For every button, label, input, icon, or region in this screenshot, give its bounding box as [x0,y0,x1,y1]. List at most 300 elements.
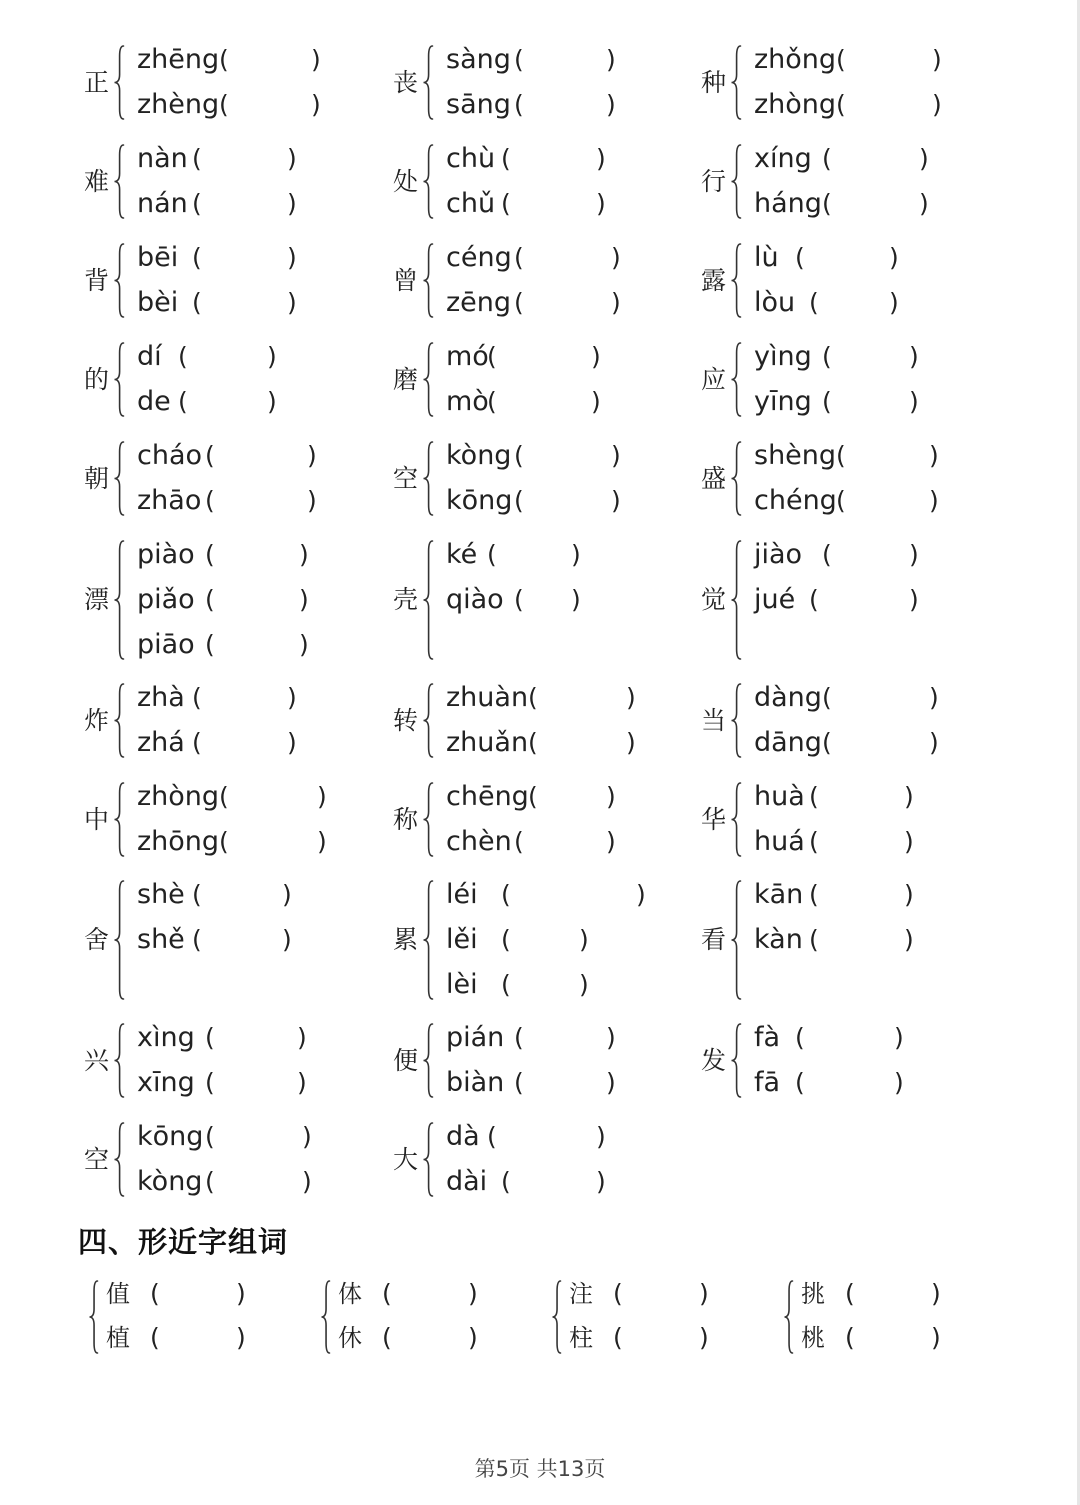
answer-blank-close: ) [596,1167,606,1196]
answer-blank-close: ) [287,243,297,272]
curly-brace-icon [730,44,742,121]
answer-blank-close: ) [287,728,297,757]
reading-line [137,877,377,913]
answer-blank-open: ( [613,1279,623,1308]
answer-blank-close: ) [611,288,621,317]
curly-brace-icon [422,539,434,661]
answer-blank-close: ) [929,486,939,515]
answer-blank-open: ( [845,1323,855,1352]
pinyin-reading: fā [754,1067,781,1098]
answer-blank-open: ( [487,387,497,416]
reading-line [754,537,994,573]
answer-blank-open: ( [514,1068,524,1097]
polyphone-group [699,537,999,663]
answer-blank-open: ( [514,486,524,515]
reading-line [754,582,994,618]
pinyin-reading: jiào [754,539,803,570]
answer-blank-close: ) [611,486,621,515]
polyphone-group [82,438,382,519]
answer-blank-close: ) [932,90,942,119]
polyphone-char: 空 [84,1144,110,1174]
reading-line [137,384,377,420]
answer-blank-open: ( [528,728,538,757]
curly-brace-icon [422,682,434,759]
answer-blank-open: ( [845,1279,855,1308]
similar-char-group [88,1276,258,1358]
pinyin-reading: kòng [446,440,512,471]
answer-blank-open: ( [192,243,202,272]
similar-char: 注 [569,1280,593,1308]
pinyin-reading: dà [446,1121,480,1152]
reading-line [137,483,377,519]
answer-blank-close: ) [909,585,919,614]
answer-blank-close: ) [591,342,601,371]
answer-blank-open: ( [822,387,832,416]
answer-blank-open: ( [809,288,819,317]
pinyin-reading: chù [446,143,496,174]
polyphone-char: 看 [701,925,727,954]
answer-blank-close: ) [606,782,616,811]
reading-line [754,384,994,420]
answer-blank-close: ) [267,387,277,416]
polyphone-char: 处 [393,166,419,196]
reading-line [446,779,686,815]
pinyin-reading: kàn [754,924,803,955]
pinyin-reading: zhòng [137,781,220,812]
answer-blank-close: ) [919,189,929,218]
pinyin-reading: lěi [446,924,478,955]
answer-blank-close: ) [611,243,621,272]
reading-line [446,240,686,276]
pinyin-reading: zhà [137,682,185,713]
reading-line [754,42,994,78]
curly-brace-icon [113,781,125,858]
reading-line [446,537,686,573]
similar-char-group [783,1276,953,1358]
polyphone-char: 累 [393,925,419,954]
answer-blank-close: ) [929,683,939,712]
answer-blank-close: ) [929,728,939,757]
answer-blank-open: ( [192,925,202,954]
polyphone-group [391,438,691,519]
answer-blank-open: ( [501,144,511,173]
pinyin-reading: nán [137,188,188,219]
answer-blank-close: ) [302,1167,312,1196]
answer-blank-close: ) [591,387,601,416]
curly-brace-icon [730,341,742,418]
answer-blank-open: ( [192,728,202,757]
polyphone-char: 难 [84,166,110,196]
answer-blank-close: ) [929,441,939,470]
pinyin-reading: zhāo [137,485,202,516]
answer-blank-close: ) [579,925,589,954]
reading-line [137,922,377,958]
reading-line [446,141,686,177]
pinyin-reading: háng [754,188,822,219]
polyphone-char: 炸 [84,705,110,735]
polyphone-group [391,339,691,420]
similar-char-group [320,1276,490,1358]
pinyin-reading: lù [754,242,779,273]
answer-blank-open: ( [205,630,215,659]
answer-blank-open: ( [514,585,524,614]
pinyin-reading: zēng [446,287,512,318]
pinyin-reading: zhǒng [754,44,837,75]
pinyin-reading: kòng [137,1166,203,1197]
answer-blank-open: ( [487,342,497,371]
pinyin-reading: chèn [446,826,512,857]
pinyin-reading: zhōng [137,826,220,857]
answer-blank-open: ( [514,243,524,272]
polyphone-group [82,877,382,1003]
pinyin-reading: bēi [137,242,179,273]
polyphone-char: 漂 [84,585,110,614]
answer-blank-open: ( [487,1122,497,1151]
polyphone-group [82,339,382,420]
answer-blank-open: ( [822,189,832,218]
answer-blank-close: ) [606,45,616,74]
reading-line [754,725,994,761]
polyphone-group [391,877,691,1003]
answer-blank-open: ( [528,782,538,811]
answer-blank-close: ) [626,728,636,757]
answer-blank-open: ( [822,342,832,371]
pinyin-reading: biàn [446,1067,505,1098]
curly-brace-icon [113,879,125,1001]
polyphone-group [82,537,382,663]
similar-char-line [106,1276,256,1312]
answer-blank-open: ( [192,144,202,173]
answer-blank-close: ) [596,144,606,173]
answer-blank-open: ( [809,585,819,614]
similar-char: 挑 [801,1280,825,1308]
pinyin-reading: dài [446,1166,488,1197]
polyphone-char: 兴 [84,1045,110,1075]
answer-blank-open: ( [514,288,524,317]
pinyin-reading: huà [754,781,805,812]
answer-blank-close: ) [236,1279,246,1308]
reading-line [446,1065,686,1101]
answer-blank-close: ) [904,925,914,954]
curly-brace-icon [422,781,434,858]
pinyin-reading: chǔ [446,188,496,219]
reading-line [137,285,377,321]
reading-line [446,1164,686,1200]
page-footer: 第5页 共13页 [474,1457,606,1481]
similar-char-line [569,1320,719,1356]
pinyin-reading: kōng [446,485,513,516]
answer-blank-open: ( [836,441,846,470]
reading-line [446,877,686,913]
polyphone-group [82,141,382,222]
reading-line [754,483,994,519]
pinyin-reading: xìng [137,1022,195,1053]
reading-line [754,877,994,913]
pinyin-reading: xíng [754,143,812,174]
pinyin-reading: zhèng [137,89,220,120]
answer-blank-open: ( [205,585,215,614]
reading-line [137,779,377,815]
answer-blank-open: ( [501,1167,511,1196]
answer-blank-open: ( [205,1167,215,1196]
answer-blank-open: ( [795,1068,805,1097]
answer-blank-close: ) [596,1122,606,1151]
polyphone-group [699,141,999,222]
curly-brace-icon [422,440,434,517]
reading-line [446,285,686,321]
pinyin-reading: pián [446,1022,505,1053]
reading-line [137,582,377,618]
pinyin-reading: zhuǎn [446,727,529,758]
answer-blank-close: ) [606,1068,616,1097]
answer-blank-close: ) [307,441,317,470]
curly-brace-icon [422,1121,434,1198]
reading-line [754,1020,994,1056]
similar-char-line [338,1276,488,1312]
answer-blank-open: ( [836,90,846,119]
answer-blank-open: ( [514,1023,524,1052]
curly-brace-icon [113,242,125,319]
answer-blank-close: ) [468,1323,478,1352]
polyphone-group [391,1119,691,1200]
answer-blank-close: ) [606,90,616,119]
pinyin-reading: kān [754,879,804,910]
polyphone-char: 称 [393,804,419,834]
answer-blank-close: ) [236,1323,246,1352]
answer-blank-close: ) [894,1068,904,1097]
curly-brace-icon [730,539,742,661]
polyphone-char: 露 [701,265,727,295]
pinyin-reading: zhuàn [446,682,529,713]
answer-blank-close: ) [889,288,899,317]
similar-char-line [569,1276,719,1312]
answer-blank-open: ( [809,782,819,811]
pinyin-reading: yīng [754,386,812,417]
pinyin-reading: zhòng [754,89,837,120]
pinyin-reading: dàng [754,682,822,713]
curly-brace-icon [730,440,742,517]
reading-line [137,725,377,761]
answer-blank-close: ) [317,782,327,811]
answer-blank-close: ) [904,880,914,909]
reading-line [137,1020,377,1056]
reading-line [446,824,686,860]
answer-blank-close: ) [894,1023,904,1052]
curly-brace-icon [730,682,742,759]
curly-brace-icon [422,242,434,319]
answer-blank-close: ) [571,585,581,614]
answer-blank-open: ( [382,1279,392,1308]
answer-blank-open: ( [501,925,511,954]
answer-blank-close: ) [299,540,309,569]
polyphone-group [82,1020,382,1101]
pinyin-reading: bèi [137,287,179,318]
pinyin-reading: fà [754,1022,781,1053]
pinyin-reading: cháo [137,440,203,471]
curly-brace-icon [422,143,434,220]
polyphone-char: 种 [701,67,727,97]
reading-line [446,186,686,222]
polyphone-char: 舍 [84,925,110,954]
pinyin-reading: sāng [446,89,511,120]
answer-blank-close: ) [931,1279,941,1308]
reading-line [446,582,686,618]
polyphone-char: 正 [84,67,110,97]
pinyin-reading: piāo [137,629,195,660]
reading-line [137,339,377,375]
reading-line [137,824,377,860]
answer-blank-close: ) [282,925,292,954]
similar-char-line [106,1320,256,1356]
similar-char: 值 [106,1280,130,1308]
pinyin-reading: chéng [754,485,837,516]
answer-blank-open: ( [795,1023,805,1052]
answer-blank-open: ( [382,1323,392,1352]
answer-blank-open: ( [219,90,229,119]
polyphone-group [82,779,382,860]
polyphone-group [82,42,382,123]
similar-char: 桃 [801,1324,825,1352]
pinyin-reading: shè [137,879,185,910]
reading-line [137,141,377,177]
answer-blank-open: ( [822,540,832,569]
pinyin-reading: shě [137,924,185,955]
polyphone-group [391,240,691,321]
polyphone-group [391,42,691,123]
answer-blank-open: ( [205,540,215,569]
pinyin-reading: lòu [754,287,796,318]
answer-blank-open: ( [501,880,511,909]
answer-blank-open: ( [205,1068,215,1097]
curly-brace-icon [113,341,125,418]
polyphone-group [82,1119,382,1200]
answer-blank-close: ) [311,90,321,119]
reading-line [137,87,377,123]
reading-line [446,967,686,1003]
reading-line [754,438,994,474]
polyphone-char: 华 [701,804,727,834]
polyphone-char: 便 [393,1045,419,1075]
pinyin-reading: shèng [754,440,837,471]
pinyin-reading: kōng [137,1121,204,1152]
answer-blank-close: ) [904,827,914,856]
answer-blank-open: ( [514,90,524,119]
answer-blank-open: ( [487,540,497,569]
answer-blank-open: ( [613,1323,623,1352]
polyphone-char: 朝 [84,463,110,493]
answer-blank-open: ( [192,683,202,712]
answer-blank-close: ) [636,880,646,909]
polyphone-char: 背 [84,265,110,295]
pinyin-reading: de [137,386,171,417]
curly-brace-icon [730,242,742,319]
answer-blank-open: ( [192,288,202,317]
pinyin-reading: dāng [754,727,822,758]
pinyin-reading: mò [446,386,489,417]
polyphone-group [391,141,691,222]
answer-blank-open: ( [150,1323,160,1352]
reading-line [754,339,994,375]
answer-blank-open: ( [514,441,524,470]
answer-blank-close: ) [297,1068,307,1097]
reading-line [446,725,686,761]
reading-line [754,240,994,276]
answer-blank-close: ) [889,243,899,272]
answer-blank-close: ) [699,1279,709,1308]
pinyin-reading: yìng [754,341,812,372]
answer-blank-close: ) [571,540,581,569]
reading-line [137,1164,377,1200]
polyphone-char: 丧 [393,67,419,97]
polyphone-group [82,240,382,321]
curly-brace-icon [113,1121,125,1198]
polyphone-char: 壳 [393,585,419,614]
similar-char-line [801,1320,951,1356]
reading-line [754,779,994,815]
curly-brace-icon [730,781,742,858]
curly-brace-icon [320,1279,331,1355]
answer-blank-close: ) [606,1023,616,1052]
pinyin-reading: jué [754,584,796,615]
answer-blank-open: ( [192,880,202,909]
polyphone-group [699,240,999,321]
reading-line [754,141,994,177]
answer-blank-close: ) [606,827,616,856]
reading-line [446,483,686,519]
reading-line [446,922,686,958]
answer-blank-close: ) [468,1279,478,1308]
curly-brace-icon [113,539,125,661]
polyphone-char: 的 [84,364,110,394]
polyphone-char: 应 [701,364,727,394]
answer-blank-close: ) [307,486,317,515]
similar-char: 植 [106,1324,130,1352]
pinyin-reading: nàn [137,143,188,174]
answer-blank-open: ( [205,441,215,470]
answer-blank-open: ( [809,827,819,856]
polyphone-char: 盛 [701,463,727,493]
answer-blank-close: ) [287,144,297,173]
pinyin-reading: piǎo [137,584,195,615]
reading-line [446,87,686,123]
answer-blank-open: ( [178,342,188,371]
answer-blank-close: ) [287,189,297,218]
answer-blank-close: ) [909,342,919,371]
reading-line [446,1119,686,1155]
answer-blank-open: ( [528,683,538,712]
reading-line [754,186,994,222]
pinyin-reading: zhēng [137,44,220,75]
pinyin-reading: léi [446,879,478,910]
curly-brace-icon [113,143,125,220]
pinyin-reading: lèi [446,969,478,1000]
pinyin-reading: huá [754,826,805,857]
answer-blank-close: ) [282,880,292,909]
answer-blank-open: ( [795,243,805,272]
section-title: 四、形近字组词 [78,1225,289,1259]
pinyin-reading: xīng [137,1067,195,1098]
curly-brace-icon [422,44,434,121]
answer-blank-close: ) [299,630,309,659]
answer-blank-close: ) [311,45,321,74]
curly-brace-icon [783,1279,794,1355]
reading-line [137,537,377,573]
answer-blank-close: ) [267,342,277,371]
answer-blank-open: ( [178,387,188,416]
reading-line [137,240,377,276]
pinyin-reading: qiào [446,584,504,615]
reading-line [446,438,686,474]
